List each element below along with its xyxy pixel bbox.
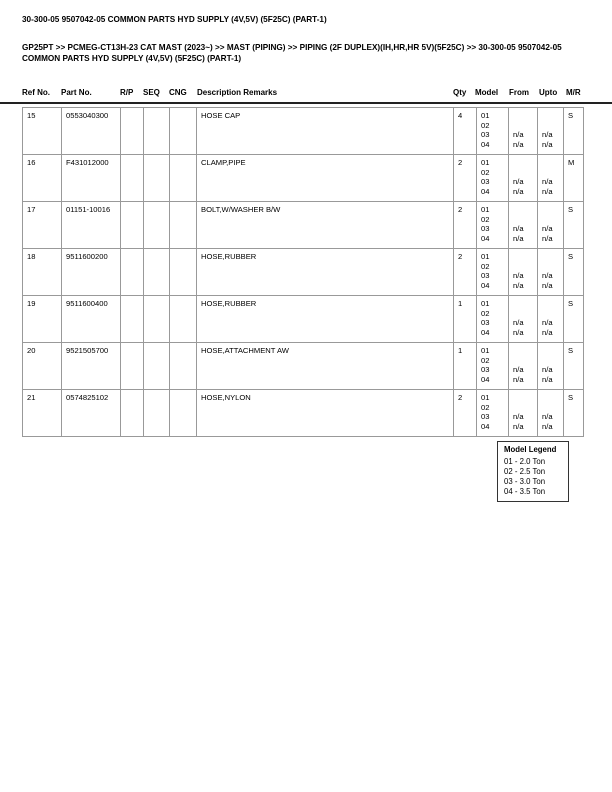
- seq: [144, 108, 170, 155]
- cng: [170, 296, 197, 343]
- from-value: n/a: [513, 412, 524, 421]
- model-value: 02: [481, 402, 490, 412]
- parts-table: [22, 107, 584, 437]
- column-header: Model: [475, 88, 499, 97]
- table-row: [23, 249, 584, 296]
- upto-value: n/a: [542, 139, 553, 149]
- from-value: [513, 356, 533, 366]
- table-row: [23, 390, 584, 437]
- part-no: 01151-10016: [62, 202, 121, 249]
- mr: S: [564, 202, 584, 249]
- ref-no: 20: [23, 343, 62, 390]
- model-value: 03: [481, 130, 490, 139]
- model-value: 04: [481, 233, 490, 243]
- from-value: [513, 299, 533, 309]
- from-value: [513, 158, 533, 168]
- upto-value: [542, 121, 559, 131]
- upto-value: n/a: [542, 327, 553, 337]
- table-row: [23, 296, 584, 343]
- breadcrumb: GP25PT >> PCMEG-CT13H-23 CAT MAST (2023~) >> MAST (PIPING) >> PIPING (2F DUPLEX)(IH,HR,HR 5V)(5F25C) >> 30-300-05 9507042-05 COMMON PARTS HYD SUPPLY (4V,5V) (5F25C) (PART-1): [22, 43, 562, 63]
- seq: [144, 296, 170, 343]
- mr: S: [564, 108, 584, 155]
- description: HOSE,NYLON: [197, 390, 454, 437]
- model-value: 01: [481, 299, 490, 308]
- upto-value: [542, 205, 559, 215]
- upto-value: n/a: [542, 412, 553, 421]
- model-value: 01: [481, 393, 490, 402]
- upto-value: [542, 356, 559, 366]
- mr: S: [564, 343, 584, 390]
- from-value: n/a: [513, 421, 524, 431]
- upto-cell: [538, 343, 564, 390]
- upto-value: [542, 393, 559, 403]
- part-no: 9511600200: [62, 249, 121, 296]
- description: BOLT,W/WASHER B/W: [197, 202, 454, 249]
- upto-value: [542, 346, 559, 356]
- from-value: [513, 215, 533, 225]
- legend-item: 03 - 3.0 Ton: [504, 477, 546, 486]
- model-value: 04: [481, 139, 490, 149]
- mr: S: [564, 296, 584, 343]
- model-value: 01: [481, 111, 490, 120]
- model-legend: [497, 441, 569, 502]
- from-cell: [509, 108, 538, 155]
- qty: 2: [454, 390, 477, 437]
- model-value: 03: [481, 412, 490, 421]
- cng: [170, 249, 197, 296]
- upto-value: [542, 215, 559, 225]
- from-value: n/a: [513, 186, 524, 196]
- cng: [170, 390, 197, 437]
- description: HOSE,RUBBER: [197, 249, 454, 296]
- model-value: 03: [481, 318, 490, 327]
- part-no: 0553040300: [62, 108, 121, 155]
- column-header: SEQ: [143, 88, 160, 97]
- from-cell: [509, 390, 538, 437]
- upto-value: n/a: [542, 280, 553, 290]
- column-header: Upto: [539, 88, 558, 97]
- model-cell: [477, 343, 509, 390]
- model-value: 02: [481, 308, 490, 318]
- model-value: 01: [481, 158, 490, 167]
- from-value: n/a: [513, 177, 524, 186]
- from-value: n/a: [513, 318, 524, 327]
- model-cell: [477, 249, 509, 296]
- rp: [121, 249, 144, 296]
- from-value: n/a: [513, 365, 524, 374]
- from-value: n/a: [513, 374, 524, 384]
- part-no: 9521505700: [62, 343, 121, 390]
- model-value: 03: [481, 177, 490, 186]
- qty: 2: [454, 249, 477, 296]
- cng: [170, 202, 197, 249]
- page-title: 30-300-05 9507042-05 COMMON PARTS HYD SUPPLY (4V,5V) (5F25C) (PART-1): [22, 15, 327, 24]
- from-cell: [509, 155, 538, 202]
- model-value: 04: [481, 186, 490, 196]
- upto-cell: [538, 390, 564, 437]
- cng: [170, 343, 197, 390]
- ref-no: 16: [23, 155, 62, 202]
- model-cell: [477, 296, 509, 343]
- from-value: [513, 111, 533, 121]
- legend-item: 02 - 2.5 Ton: [504, 467, 546, 476]
- model-value: 01: [481, 252, 490, 261]
- column-header: From: [509, 88, 529, 97]
- description: HOSE,RUBBER: [197, 296, 454, 343]
- legend-item: 01 - 2.0 Ton: [504, 457, 546, 466]
- column-header: Description Remarks: [197, 88, 278, 97]
- column-header: Part No.: [61, 88, 92, 97]
- from-value: [513, 205, 533, 215]
- model-value: 04: [481, 280, 490, 290]
- description: CLAMP,PIPE: [197, 155, 454, 202]
- from-value: [513, 168, 533, 178]
- qty: 1: [454, 343, 477, 390]
- upto-value: n/a: [542, 365, 553, 374]
- model-value: 04: [481, 327, 490, 337]
- rp: [121, 108, 144, 155]
- model-value: 03: [481, 271, 490, 280]
- model-cell: [477, 390, 509, 437]
- ref-no: 19: [23, 296, 62, 343]
- ref-no: 21: [23, 390, 62, 437]
- upto-value: n/a: [542, 318, 553, 327]
- model-cell: [477, 108, 509, 155]
- upto-value: n/a: [542, 224, 553, 233]
- table-row: [23, 202, 584, 249]
- model-value: 02: [481, 261, 490, 271]
- upto-value: [542, 403, 559, 413]
- table-row: [23, 343, 584, 390]
- rp: [121, 296, 144, 343]
- upto-value: [542, 111, 559, 121]
- cng: [170, 155, 197, 202]
- model-value: 02: [481, 120, 490, 130]
- from-value: n/a: [513, 280, 524, 290]
- model-value: 04: [481, 421, 490, 431]
- upto-value: [542, 309, 559, 319]
- from-value: n/a: [513, 224, 524, 233]
- upto-value: [542, 168, 559, 178]
- from-value: n/a: [513, 327, 524, 337]
- model-value: 02: [481, 355, 490, 365]
- rp: [121, 202, 144, 249]
- model-cell: [477, 155, 509, 202]
- upto-value: [542, 262, 559, 272]
- from-value: [513, 262, 533, 272]
- upto-value: n/a: [542, 130, 553, 139]
- from-cell: [509, 249, 538, 296]
- description: HOSE CAP: [197, 108, 454, 155]
- table-row: [23, 108, 584, 155]
- upto-cell: [538, 108, 564, 155]
- from-value: n/a: [513, 139, 524, 149]
- mr: S: [564, 249, 584, 296]
- upto-value: n/a: [542, 233, 553, 243]
- seq: [144, 343, 170, 390]
- upto-value: n/a: [542, 271, 553, 280]
- ref-no: 18: [23, 249, 62, 296]
- rp: [121, 343, 144, 390]
- upto-value: n/a: [542, 421, 553, 431]
- model-cell: [477, 202, 509, 249]
- seq: [144, 249, 170, 296]
- upto-value: n/a: [542, 177, 553, 186]
- model-value: 01: [481, 346, 490, 355]
- upto-cell: [538, 202, 564, 249]
- legend-title: Model Legend: [504, 445, 557, 454]
- model-value: 01: [481, 205, 490, 214]
- column-header: CNG: [169, 88, 187, 97]
- upto-value: [542, 252, 559, 262]
- seq: [144, 390, 170, 437]
- upto-cell: [538, 155, 564, 202]
- mr: M: [564, 155, 584, 202]
- qty: 2: [454, 202, 477, 249]
- upto-value: [542, 299, 559, 309]
- from-cell: [509, 296, 538, 343]
- from-value: [513, 393, 533, 403]
- cng: [170, 108, 197, 155]
- table-row: [23, 155, 584, 202]
- from-value: n/a: [513, 130, 524, 139]
- from-value: [513, 346, 533, 356]
- column-header: R/P: [120, 88, 134, 97]
- header-divider: [0, 102, 612, 104]
- model-value: 04: [481, 374, 490, 384]
- description: HOSE,ATTACHMENT AW: [197, 343, 454, 390]
- upto-cell: [538, 249, 564, 296]
- from-value: n/a: [513, 271, 524, 280]
- qty: 2: [454, 155, 477, 202]
- column-header: M/R: [566, 88, 581, 97]
- legend-item: 04 - 3.5 Ton: [504, 487, 546, 496]
- upto-value: [542, 158, 559, 168]
- from-cell: [509, 202, 538, 249]
- qty: 4: [454, 108, 477, 155]
- upto-cell: [538, 296, 564, 343]
- part-no: F431012000: [62, 155, 121, 202]
- from-value: n/a: [513, 233, 524, 243]
- part-no: 0574825102: [62, 390, 121, 437]
- from-cell: [509, 343, 538, 390]
- upto-value: n/a: [542, 374, 553, 384]
- model-value: 02: [481, 214, 490, 224]
- from-value: [513, 252, 533, 262]
- from-value: [513, 403, 533, 413]
- qty: 1: [454, 296, 477, 343]
- from-value: [513, 309, 533, 319]
- from-value: [513, 121, 533, 131]
- rp: [121, 155, 144, 202]
- ref-no: 17: [23, 202, 62, 249]
- model-value: 03: [481, 365, 490, 374]
- part-no: 9511600400: [62, 296, 121, 343]
- model-value: 02: [481, 167, 490, 177]
- rp: [121, 390, 144, 437]
- seq: [144, 155, 170, 202]
- model-value: 03: [481, 224, 490, 233]
- seq: [144, 202, 170, 249]
- mr: S: [564, 390, 584, 437]
- column-header: Qty: [453, 88, 467, 97]
- ref-no: 15: [23, 108, 62, 155]
- upto-value: n/a: [542, 186, 553, 196]
- column-header: Ref No.: [22, 88, 50, 97]
